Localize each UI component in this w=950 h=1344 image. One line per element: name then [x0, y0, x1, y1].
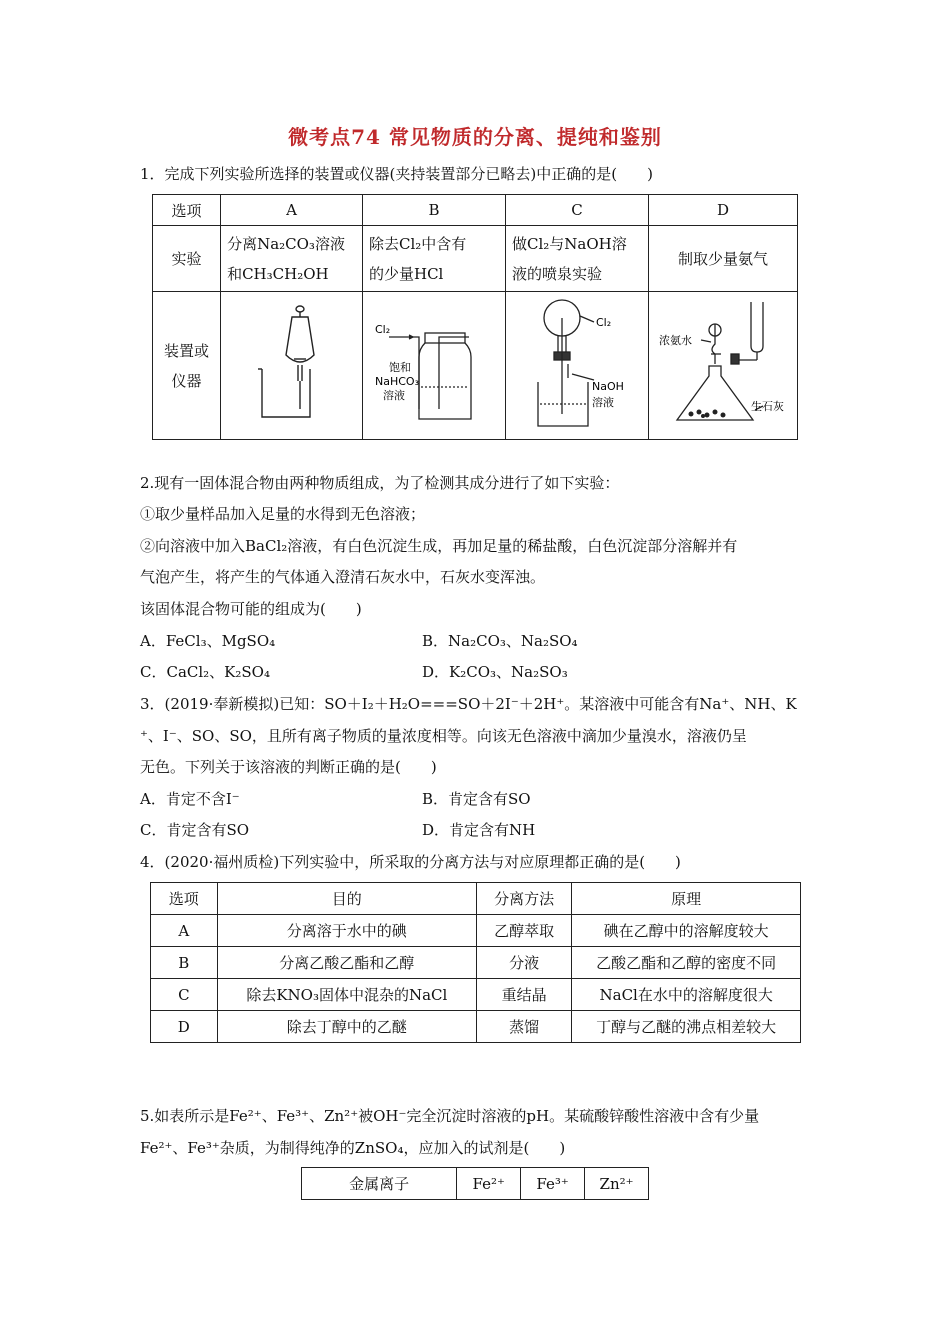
- q1-experiment-c-line2: 液的喷泉实验: [511, 264, 602, 283]
- table-row: [151, 947, 801, 979]
- table-row: [151, 979, 801, 1011]
- q1-apparatus-label-line1: 装置或: [164, 341, 210, 360]
- q1-experiment-c: [505, 226, 648, 292]
- q1-experiment-a-line2: 和CH₃CH₂OH: [227, 264, 329, 283]
- label-b-saturated: 饱和: [388, 360, 411, 374]
- q5-header-zn2: Zn²⁺: [585, 1168, 649, 1200]
- label-c-naoh: NaOH: [591, 379, 624, 393]
- q1-apparatus-d: [648, 292, 797, 440]
- q4-cell: 蒸馏: [477, 1011, 572, 1043]
- q4-cell: C: [151, 979, 218, 1011]
- q4-header-principle: 原理: [572, 883, 801, 915]
- label-b-solution: 溶液: [382, 388, 405, 402]
- q5-line1: 5.如表所示是Fe²⁺、Fe³⁺、Zn²⁺被OH⁻完全沉淀时溶液的pH。某硫酸锌酸性溶液中含有少量: [140, 1107, 760, 1125]
- q4-cell: 除去KNO₃固体中混杂的NaCl: [217, 979, 476, 1011]
- q4-cell: 除去丁醇中的乙醚: [217, 1011, 476, 1043]
- q1-experiment-b: [362, 226, 505, 292]
- q5-header-fe2: Fe²⁺: [457, 1168, 521, 1200]
- separatory-funnel-figure: [232, 299, 352, 429]
- label-d-lime: 生石灰: [750, 399, 784, 413]
- q5-table: [301, 1167, 649, 1200]
- q3-option-a: A．肯定不含I⁻: [140, 790, 240, 808]
- q1-row-experiment-label: 实验: [153, 226, 221, 292]
- q5-header-ion: 金属离子: [302, 1168, 457, 1200]
- q1-header-a: A: [221, 195, 363, 226]
- table-row: [151, 1011, 801, 1043]
- label-d-ammonia: 浓氨水: [658, 333, 692, 347]
- page-title: 微考点74 常见物质的分离、提纯和鉴别: [288, 125, 662, 149]
- q1-stem: 1．完成下列实验所选择的装置或仪器(夹持装置部分已略去)中正确的是( ): [140, 165, 653, 183]
- q4-cell: 碘在乙醇中的溶解度较大: [572, 915, 801, 947]
- q1-header-d: D: [648, 195, 797, 226]
- q2-question: 该固体混合物可能的组成为( ): [140, 600, 362, 618]
- label-c-cl2: Cl₂: [595, 315, 612, 329]
- q4-header-option: 选项: [151, 883, 218, 915]
- label-b-cl2: Cl₂: [374, 322, 391, 336]
- q5-header-fe3: Fe³⁺: [521, 1168, 585, 1200]
- q4-stem: 4．(2020·福州质检)下列实验中，所采取的分离方法与对应原理都正确的是( ): [140, 853, 681, 871]
- q1-experiment-a-line1: 分离Na₂CO₃溶液: [227, 234, 345, 253]
- q4-cell: B: [151, 947, 218, 979]
- gas-washing-bottle-figure: [369, 299, 499, 429]
- q4-cell: A: [151, 915, 218, 947]
- q1-header-option: 选项: [153, 195, 221, 226]
- q1-row-apparatus-label: [153, 292, 221, 440]
- q2-option-c: C．CaCl₂、K₂SO₄: [140, 663, 270, 681]
- q4-header-purpose: 目的: [217, 883, 476, 915]
- q3-line3: 无色。下列关于该溶液的判断正确的是( ): [140, 758, 437, 776]
- q4-cell: 重结晶: [477, 979, 572, 1011]
- q1-experiment-d: 制取少量氨气: [648, 226, 797, 292]
- label-c-solution: 溶液: [591, 395, 614, 409]
- q1-experiment-b-line1: 除去Cl₂中含有: [368, 234, 467, 253]
- q2-step2b: 气泡产生，将产生的气体通入澄清石灰水中，石灰水变浑浊。: [140, 568, 546, 586]
- q1-experiment-b-line2: 的少量HCl: [368, 264, 444, 283]
- q4-cell: 分离乙酸乙酯和乙醇: [217, 947, 476, 979]
- q2-option-d: D．K₂CO₃、Na₂SO₃: [422, 663, 568, 681]
- q1-apparatus-label-line2: 仪器: [171, 371, 202, 390]
- q1-header-b: B: [362, 195, 505, 226]
- q4-cell: 分液: [477, 947, 572, 979]
- q4-cell: 乙醇萃取: [477, 915, 572, 947]
- q4-cell: 分离溶于水中的碘: [217, 915, 476, 947]
- q4-cell: 丁醇与乙醚的沸点相差较大: [572, 1011, 801, 1043]
- q3-line2: ⁺、I⁻、SO、SO，且所有离子物质的量浓度相等。向该无色溶液中滴加少量溴水，溶液仍呈: [140, 727, 747, 745]
- table-row: [151, 915, 801, 947]
- fountain-experiment-figure: [512, 294, 642, 434]
- q3-option-d: D．肯定含有NH: [422, 821, 536, 839]
- q4-cell: D: [151, 1011, 218, 1043]
- q4-cell: NaCl在水中的溶解度很大: [572, 979, 801, 1011]
- q2-step1: ①取少量样品加入足量的水得到无色溶液；: [140, 505, 426, 523]
- q3-option-b: B．肯定含有SO: [422, 790, 531, 808]
- q3-option-c: C．肯定含有SO: [140, 821, 250, 839]
- q2-option-b: B．Na₂CO₃、Na₂SO₄: [422, 632, 578, 650]
- q5-line2: Fe²⁺、Fe³⁺杂质，为制得纯净的ZnSO₄，应加入的试剂是( ): [140, 1139, 566, 1157]
- q1-experiment-a: [221, 226, 363, 292]
- q2-option-a: A．FeCl₃、MgSO₄: [140, 632, 276, 650]
- ammonia-generator-figure: [655, 294, 791, 434]
- q1-apparatus-a: [221, 292, 363, 440]
- q1-experiment-c-line1: 做Cl₂与NaOH溶: [511, 234, 627, 253]
- q2-step2a: ②向溶液中加入BaCl₂溶液，有白色沉淀生成，再加足量的稀盐酸，白色沉淀部分溶解并有: [140, 537, 738, 555]
- q4-header-method: 分离方法: [477, 883, 572, 915]
- q1-header-c: C: [505, 195, 648, 226]
- q1-table: [152, 194, 798, 440]
- label-b-nahco3: NaHCO₃: [374, 374, 419, 388]
- q3-line1: 3．(2019·奉新模拟)已知：SO＋I₂＋H₂O===SO＋2I⁻＋2H⁺。某溶液中可能含有Na⁺、NH、K: [140, 695, 797, 713]
- q1-apparatus-c: [505, 292, 648, 440]
- q2-stem: 2.现有一固体混合物由两种物质组成，为了检测其成分进行了如下实验：: [140, 474, 620, 492]
- q4-cell: 乙酸乙酯和乙醇的密度不同: [572, 947, 801, 979]
- q1-apparatus-b: [362, 292, 505, 440]
- q4-table: [150, 882, 801, 1043]
